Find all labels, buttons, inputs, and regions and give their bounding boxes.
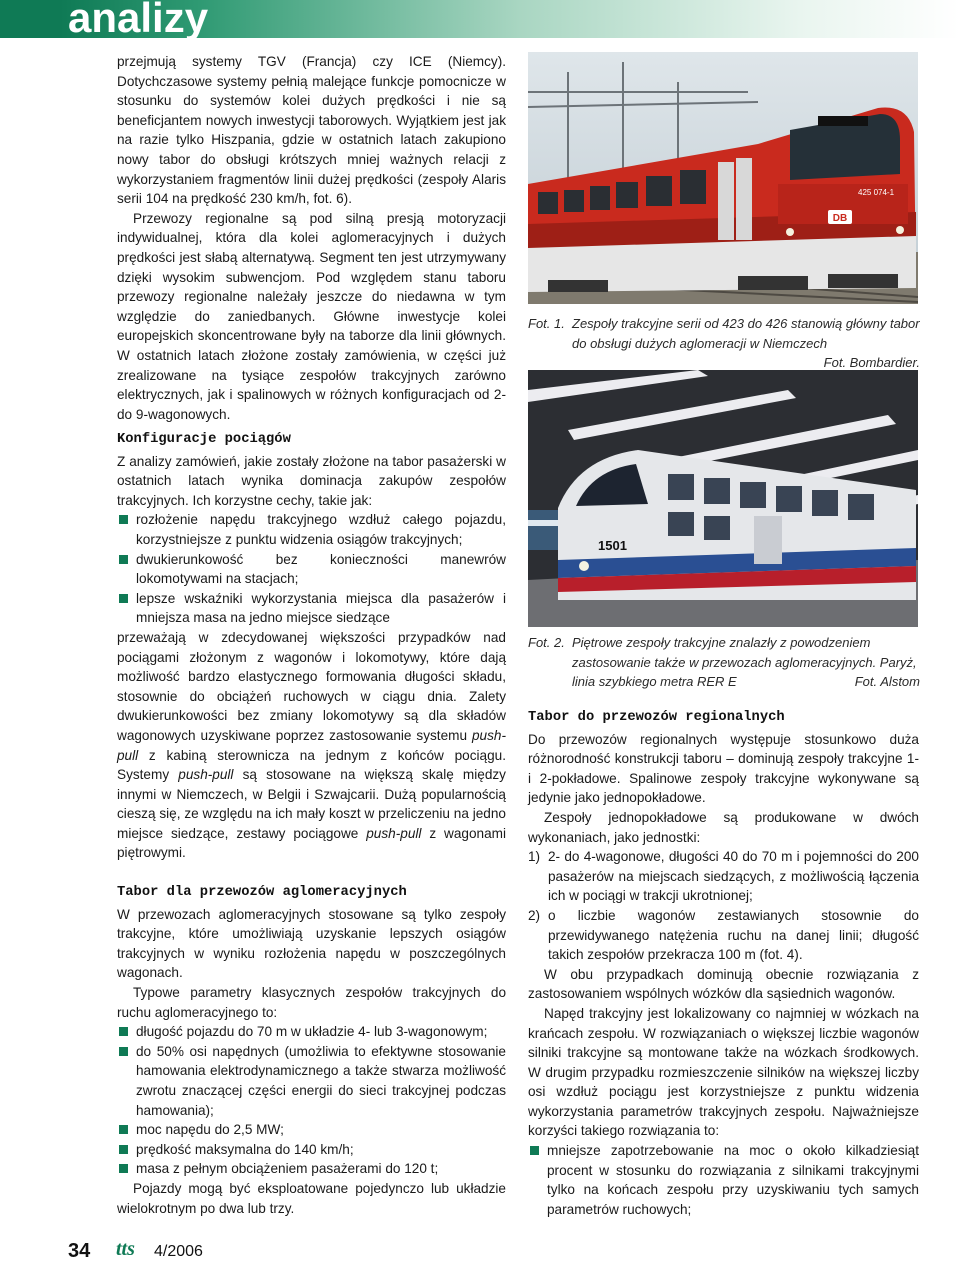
konfiguracje-bullets	[117, 510, 506, 628]
issue-number: 4/2006	[154, 1243, 203, 1260]
caption-label: Fot. 2.	[528, 635, 565, 650]
aglomeracje-paragraph-1: W przewozach aglomeracyjnych stosowane są tylko zespoły trakcyjne, które umożliwiają uzyskanie lepszych osiągów trakcyjnych w wyniku rozłożenia napędu w poszczególnych wagonach.	[117, 906, 506, 981]
regionalne-paragraph-1: Do przewozów regionalnych występuje stosunkowo duża różnorodność konstrukcji taboru – dominują zespoły trakcyjne 1- i 2-pokładowe. Spalinowe zespoły trakcyjne wykonywane są jedynie jako jednopokładowe.	[528, 731, 919, 806]
aglomeracje-paragraph-2: Typowe parametry klasycznych zespołów trakcyjnych do ruchu aglomeracyjnego to:	[117, 985, 506, 1020]
photo2-caption	[528, 633, 920, 692]
db-train-illustration	[528, 52, 918, 304]
konfiguracje-body	[117, 628, 506, 863]
body-text: z kabiną sterownicza na jednym z końców pociągu. Systemy	[117, 747, 506, 783]
left-column	[117, 430, 506, 1218]
rer-train-illustration	[528, 370, 918, 627]
body-text: przeważają w zdecydowanej większości przypadków nad pociągami złożonym z wagonów i lokomotywy, które dają możliwość bardzo elastycznego formowania długości składu, stosownie do obciążeń ruchowych w ciągu dnia. Zalety dwukierunkowości bez zmiany lokomotywy są dla składów wagonowych uzyskiwane poprzez zastosowanie systemu	[117, 629, 506, 743]
photo-rer-train	[528, 370, 918, 627]
intro-paragraph-1: przejmują systemy TGV (Francja) czy ICE (Niemcy). Dotychczasowe systemy pełnią malejące funkcje pomocnicze w stosunku do systemów kolei dużych prędkości i nie są beneficjantem nowych inwestycji taborowych. Wyjątkiem jest jak na razie tylko Hiszpania, gdzie w ostatnich latach zakupiono nowy tabor do obsługi krótszych mniej ważnych relacji z wykorzystaniem fragmentów linii dużej prędkości (zespoły Alaris serii 104 na prędkość 230 km/h, fot. 6).	[117, 54, 506, 207]
body-text: są stosowane na większą skalę między innymi w Niemczech, w Belgii i Szwajcarii. Dużą popularnością cieszą się, ze względu na ich mały koszt w przeliczeniu na jedno miejsce siedzące, zestawy pociągowe	[117, 767, 506, 841]
regionalne-paragraph-2: Zespoły jednopokładowe są produkowane w dwóch wykonaniach, jako jednostki:	[528, 809, 919, 845]
list-item: lepsze wskaźniki wykorzystania miejsca dla pasażerów i mniejsza masa na jedno miejsce siedzące	[117, 589, 506, 628]
list-text: 2- do 4-wagonowe, długości 40 do 70 m i pojemności do 200 pasażerów na miejscach siedzących, z możliwością łączenia ich w pociągi w trakcji ukrotnionej;	[548, 849, 919, 904]
list-item: prędkość maksymalna do 140 km/h;	[117, 1140, 506, 1160]
train-number-label: 1501	[598, 538, 627, 553]
train-number-label: 425 074-1	[858, 188, 895, 197]
list-item: długość pojazdu do 70 m w układzie 4- lub 3-wagonowym;	[117, 1022, 506, 1042]
regionalne-paragraph-4: Napęd trakcyjny jest lokalizowany co najmniej w wózkach na krańcach zespołu. W rozwiązaniach o większej liczbie wagonów silniki trakcyjne są montowane także na wózkach środkowych. W drugim przypadku rozmieszczenie silników na większej liczby osi wzdłuż pociągu jest korzystniejsze z punktu widzenia wykorzystania parametrów trakcyjnych zespołu. Najważniejsze korzyści takiego rozwiązania to:	[528, 1005, 919, 1139]
term-push-pull: push-pull	[178, 767, 234, 783]
list-item: dwukierunkowość bez konieczności manewrów lokomotywami na stacjach;	[117, 550, 506, 589]
photo-credit: Fot. Bombardier.	[823, 355, 920, 371]
list-item: masa z pełnym obciążeniem pasażerami do 120 t;	[117, 1159, 506, 1179]
list-number: 1)	[528, 849, 541, 865]
list-item: rozłożenie napędu trakcyjnego wzdłuż całego pojazdu, korzystniejsze z punktu widzenia osiągów trakcyjnych;	[117, 510, 506, 549]
term-push-pull: push-pull	[366, 825, 422, 841]
list-number: 2)	[528, 907, 541, 923]
aglomeracje-bullets	[117, 1022, 506, 1179]
intro-paragraph-2: Przewozy regionalne są pod silną presją motoryzacji indywidualnej, która dla kolei aglomeracyjnych i dużych prędkości jest słabą alternatywą. Segment ten jest utrzymywany dzięki wysokim subwencjom. Pod względem stanu taboru przewozy regionalne należały jeszcze do niedawna w tym względzie do zaniedbanych. Główne inwestycje kolei europejskich skoncentrowane były na taborze dla linii głównych. W ostatnich latach złożone zostały zamówienia, w części już zrealizowane na tysiące zespołów trakcyjnych zarówno elektrycznych, jak i spalinowych w różnych konfiguracjach od 2- do 9-wagonowych.	[117, 210, 506, 422]
konfiguracje-lead: Z analizy zamówień, jakie zostały złożone na tabor pasażerski w ostatnich latach wynika dominacja zakupów zespołów trakcyjnych. Ich korzystne cechy, takie jak:	[117, 453, 506, 508]
aglomeracje-paragraph-3: Pojazdy mogą być eksploatowane pojedynczo lub układzie wielokrotnym po dwa lub trzy.	[117, 1180, 506, 1216]
caption-text: Piętrowe zespoły trakcyjne znalazły z powodzeniem zastosowanie także w przewozach aglomeracyjnych. Paryż, linia szybkiego metra RER E	[572, 635, 917, 690]
page-number: 34	[68, 1240, 91, 1262]
list-item	[528, 906, 919, 965]
regionalne-bullets	[528, 1141, 919, 1219]
photo1-caption	[528, 314, 920, 373]
regionalne-numbered-list	[528, 847, 919, 965]
regionalne-paragraph-3: W obu przypadkach dominują obecnie rozwiązania z zastosowaniem wspólnych wózków dla sąsiednich wagonów.	[528, 966, 919, 1002]
heading-konfiguracje: Konfiguracje pociągów	[117, 432, 291, 447]
list-item: mniejsze zapotrzebowanie na moc o około kilkadziesiąt procent w stosunku do rozwiązania z silnikami trakcyjnymi tylko na końcach zespołu przy uzyskiwaniu tych samych parametrów ruchowych;	[528, 1141, 919, 1219]
caption-text: Zespoły trakcyjne serii od 423 do 426 stanowią główny tabor do obsługi dużych aglomeracji w Niemczech	[572, 316, 920, 351]
db-logo: DB	[832, 213, 848, 224]
magazine-logo: tts	[116, 1238, 135, 1260]
list-item: moc napędu do 2,5 MW;	[117, 1120, 506, 1140]
photo-credit: Fot. Alstom	[854, 674, 920, 690]
list-text: o liczbie wagonów zestawianych stosownie do przewidywanego natężenia ruchu na danej linii; długość takich zespołów przekracza 100 m (fot. 4).	[548, 907, 919, 963]
list-item	[528, 847, 919, 906]
body-text: z wagonami piętrowymi.	[117, 825, 506, 861]
header-band	[0, 0, 960, 41]
section-spacer	[117, 863, 506, 883]
intro-column	[117, 52, 506, 424]
section-title: analizy	[68, 0, 209, 41]
list-item: do 50% osi napędnych (umożliwia to efektywne stosowanie hamowania elektrodynamicznego a także stwarza możliwość zwrotu znaczącej części energii do sieci trakcyjnej podczas hamowania);	[117, 1042, 506, 1120]
term-push-pull: push-pull	[117, 727, 506, 763]
heading-aglomeracje: Tabor dla przewozów aglomeracyjnych	[117, 885, 407, 901]
right-column	[528, 708, 919, 1219]
caption-label: Fot. 1.	[528, 316, 565, 331]
heading-regionalne: Tabor do przewozów regionalnych	[528, 710, 785, 725]
photo-db-train	[528, 52, 918, 304]
